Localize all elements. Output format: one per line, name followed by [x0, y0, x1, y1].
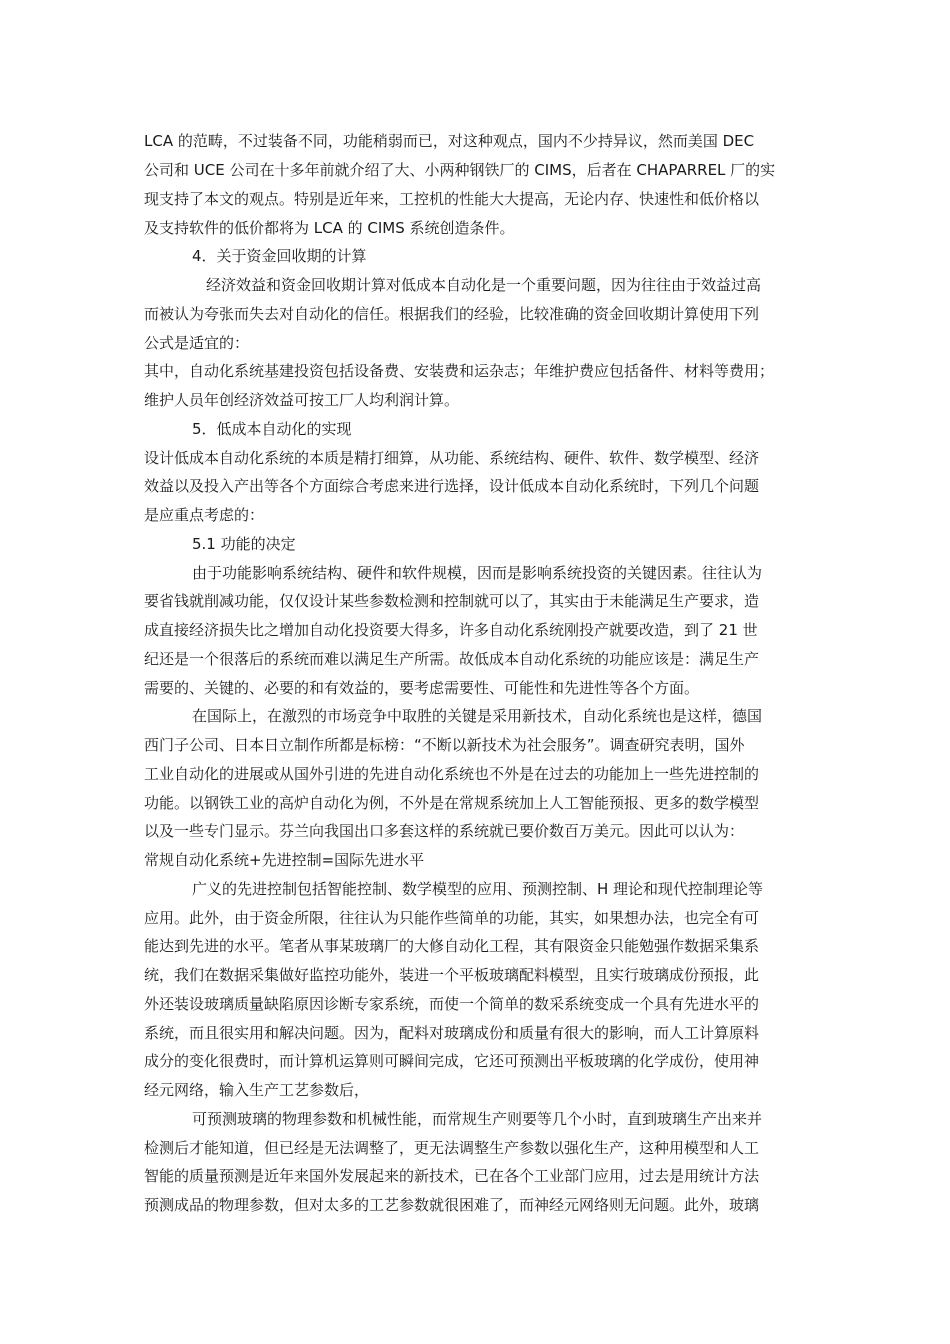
text-line-22: 西门子公司、日本日立制作所都是标榜：“不断以新技术为社会服务”。调查研究表明，国外 — [144, 736, 745, 754]
text-line-21: 在国际上，在激烈的市场竞争中取胜的关键是采用新技术，自动化系统也是这样，德国 — [192, 707, 763, 725]
text-line-1: LCA 的范畴，不过装备不同，功能稍弱而已，对这种观点，国内不少持异议，然而美国 DEC — [144, 132, 755, 150]
text-line-6: 经济效益和资金回收期计算对低成本自动化是一个重要问题，因为往往由于效益过高 — [206, 276, 762, 294]
text-line-34: 经元网络，输入生产工艺参数后， — [144, 1081, 370, 1099]
text-line-20: 需要的、关键的、必要的和有效益的，要考虑需要性、可能性和先进性等各个方面。 — [144, 679, 700, 697]
text-line-14: 是应重点考虑的： — [144, 506, 265, 524]
text-line-7: 而被认为夸张而失去对自动化的信任。根据我们的经验，比较准确的资金回收期计算使用下列 — [144, 305, 760, 323]
text-line-8: 公式是适宜的： — [144, 334, 250, 352]
text-line-19: 纪还是一个很落后的系统而难以满足生产所需。故低成本自动化系统的功能应该是：满足生产 — [144, 650, 760, 668]
text-line-33: 成分的变化很费时，而计算机运算则可瞬间完成，它还可预测出平板玻璃的化学成份，使用神 — [144, 1052, 760, 1070]
formula-line: 常规自动化系统+先进控制=国际先进水平 — [144, 851, 425, 869]
text-line-35: 可预测玻璃的物理参数和机械性能，而常规生产则要等几个小时，直到玻璃生产出来并 — [192, 1110, 763, 1128]
text-line-32: 系统，而且很实用和解决问题。因为，配料对玻璃成份和质量有很大的影响，而人工计算原料 — [144, 1024, 760, 1042]
text-line-4: 及支持软件的低价都将为 LCA 的 CIMS 系统创造条件。 — [144, 219, 515, 237]
text-line-23: 工业自动化的进展或从国外引进的先进自动化系统也不外是在过去的功能加上一些先进控制的 — [144, 765, 760, 783]
text-line-17: 要省钱就削减功能，仅仅设计某些参数检测和控制就可以了，其实由于未能满足生产要求，造 — [144, 592, 760, 610]
text-line-28: 应用。此外，由于资金所限，往往认为只能作些简单的功能，其实，如果想办法，也完全有可 — [144, 909, 760, 927]
text-line-18: 成直接经济损失比之增加自动化投资要大得多，许多自动化系统刚投产就要改造，到了 21 世 — [144, 621, 758, 639]
text-line-2: 公司和 UCE 公司在十多年前就介绍了大、小两种钢铁厂的 CIMS，后者在 CHAPARREL 厂的实 — [144, 161, 776, 179]
text-line-9: 其中，自动化系统基建投资包括设备费、安装费和运杂志；年维护费应包括备件、材料等费用； — [144, 362, 775, 380]
text-line-24: 功能。以钢铁工业的高炉自动化为例，不外是在常规系统加上人工智能预报、更多的数学模型 — [144, 794, 760, 812]
text-line-3: 现支持了本文的观点。特别是近年来，工控机的性能大大提高，无论内存、快速性和低价格以 — [144, 190, 760, 208]
text-line-12: 设计低成本自动化系统的本质是精打细算，从功能、系统结构、硬件、软件、数学模型、经济 — [144, 449, 760, 467]
text-line-37: 智能的质量预测是近年来国外发展起来的新技术，已在各个工业部门应用，过去是用统计方法 — [144, 1167, 760, 1185]
section-heading-5: 5．低成本自动化的实现 — [192, 420, 352, 438]
section-heading-4: 4．关于资金回收期的计算 — [192, 247, 367, 265]
text-line-29: 能达到先进的水平。笔者从事某玻璃厂的大修自动化工程，其有限资金只能勉强作数据采集系 — [144, 937, 760, 955]
text-line-38: 预测成品的物理参数，但对太多的工艺参数就很困难了，而神经元网络则无问题。此外，玻璃 — [144, 1196, 760, 1214]
text-line-25: 以及一些专门显示。芬兰向我国出口多套这样的系统就已要价数百万美元。因此可以认为： — [144, 822, 745, 840]
text-line-16: 由于功能影响系统结构、硬件和软件规模，因而是影响系统投资的关键因素。往往认为 — [192, 564, 763, 582]
text-line-36: 检测后才能知道，但已经是无法调整了，更无法调整生产参数以强化生产，这种用模型和人工 — [144, 1139, 760, 1157]
text-line-13: 效益以及投入产出等各个方面综合考虑来进行选择，设计低成本自动化系统时，下列几个问题 — [144, 477, 760, 495]
text-line-31: 外还装设玻璃质量缺陷原因诊断专家系统，而使一个简单的数采系统变成一个具有先进水平的 — [144, 995, 760, 1013]
text-line-30: 统，我们在数据采集做好监控功能外，装进一个平板玻璃配料模型，且实行玻璃成份预报，此 — [144, 966, 760, 984]
text-line-10: 维护人员年创经济效益可按工厂人均利润计算。 — [144, 391, 460, 409]
subsection-heading-5-1: 5.1 功能的决定 — [192, 535, 296, 553]
text-line-27: 广义的先进控制包括智能控制、数学模型的应用、预测控制、H 理论和现代控制理论等 — [192, 880, 764, 898]
